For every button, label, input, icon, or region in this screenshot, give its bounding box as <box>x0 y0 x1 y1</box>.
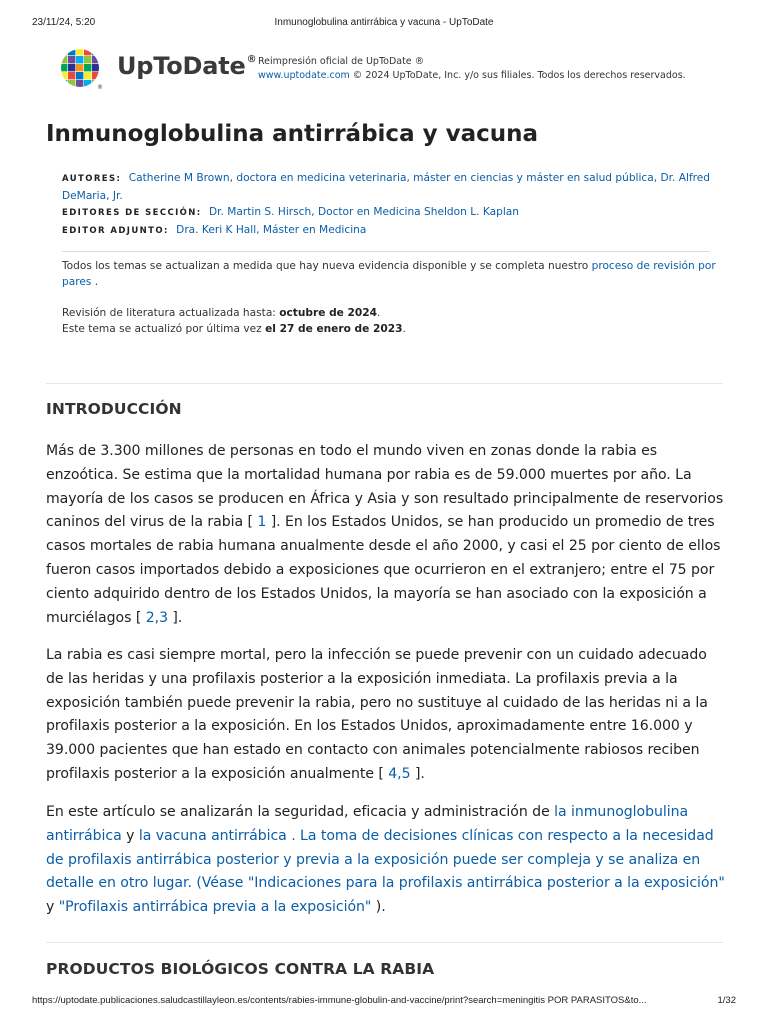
reprint-line: Reimpresión oficial de UpToDate ® <box>258 56 425 67</box>
svg-text:®: ® <box>97 84 103 91</box>
authors-row <box>62 170 712 204</box>
brand-header <box>60 48 720 92</box>
logo-tile <box>92 48 99 55</box>
brand-name: UpToDate® <box>117 52 257 80</box>
deputy-editor-label: EDITOR ADJUNTO: <box>62 225 169 236</box>
section-editors-link[interactable]: Dr. Martin S. Hirsch, Doctor en Medicina Sheldon L. Kaplan <box>208 206 519 218</box>
logo-tile <box>60 48 67 55</box>
section-editors-row <box>62 204 712 222</box>
rabies-immune-globulin-link[interactable]: la inmunoglobulina antirrábica <box>46 804 689 844</box>
update-note: Todos los temas se actualizan a medida que hay nueva evidencia disponible y se completa nuestro proceso de revisión por pares . <box>62 260 716 288</box>
print-footer <box>32 995 736 1008</box>
intro-paragraph-2: La rabia es casi siempre mortal, pero la infección se puede prevenir con un cuidado adecuado de las heridas y una profilaxis posterior a la exposición inmediata. La profilaxis previa a la exposición también puede prevenir la rabia, pero no sustituye al cuidado de las heridas ni a la profilaxis posterior a la exposición. En los Estados Unidos, aproximadamente entre 16.000 y 39.000 pacientes que han estado en contacto con animales potencialmente rabiosos reciben profilaxis posterior a la exposición anualmente [ 4,5 ]. <box>46 647 708 782</box>
logo-tile <box>60 64 67 71</box>
pre-exposure-prophylaxis-link[interactable]: "Profilaxis antirrábica previa a la exposición" <box>58 899 372 916</box>
logo-tile <box>84 56 91 63</box>
logo-tile <box>60 56 67 63</box>
section-editors-label: EDITORES DE SECCIÓN: <box>62 208 202 218</box>
uptodate-logo-icon <box>60 48 102 90</box>
logo-tile <box>68 56 75 63</box>
logo-tile <box>92 72 99 79</box>
authors-link[interactable]: Catherine M Brown, doctora en medicina veterinaria, máster en ciencias y máster en salud pública, Dr. Alfred DeMaria, Jr. <box>62 172 711 202</box>
print-header <box>32 17 736 31</box>
print-url: https://uptodate.publicaciones.saludcastillayleon.es/contents/rabies-immune-globulin-and-vaccine/print?search=meningitis POR PARASITOS&to... <box>32 995 647 1006</box>
reprint-notice <box>258 55 686 83</box>
logo-tile <box>60 80 67 87</box>
reference-link[interactable]: 1 <box>257 514 267 531</box>
logo-tile <box>68 72 75 79</box>
page-number: 1/32 <box>717 995 736 1006</box>
last-update-line: Este tema se actualizó por última vez el 27 de enero de 2023. <box>62 323 406 335</box>
peer-review-link[interactable]: proceso de revisión por pares <box>62 260 716 288</box>
copyright-line: www.uptodate.com © 2024 UpToDate, Inc. y/o sus filiales. Todos los derechos reservados. <box>258 70 686 81</box>
logo-tile <box>68 80 75 87</box>
intro-heading: INTRODUCCIÓN <box>46 400 182 418</box>
logo-tile <box>92 56 99 63</box>
divider <box>46 383 723 384</box>
divider <box>46 942 723 943</box>
uptodate-site-link[interactable]: www.uptodate.com <box>258 70 350 81</box>
deputy-editor-row <box>62 222 712 240</box>
logo-tile <box>76 48 83 55</box>
logo-tile <box>68 48 75 55</box>
article-contributors <box>62 170 712 239</box>
authors-label: AUTORES: <box>62 174 122 184</box>
logo-tile <box>84 64 91 71</box>
intro-paragraph-1: Más de 3.300 millones de personas en todo el mundo viven en zonas donde la rabia es enzoótica. Se estima que la mortalidad humana por rabia es de 59.000 muertes por año. La mayoría de los casos se producen en África y Asia y son resultado principalmente de reservorios caninos del virus de la rabia [ 1 ]. En los Estados Unidos, se han producido un promedio de tres casos mortales de rabia humana anualmente desde el año 2000, y casi el 25 por ciento de ellos fueron casos importados debido a exposiciones que ocurrieron en el extranjero; entre el 75 por ciento adquirido dentro de los Estados Unidos, la mayoría se han asociado con la exposición a murciélagos [ 2,3 ]. <box>46 443 724 626</box>
logo-tile <box>76 64 83 71</box>
logo-tile <box>84 48 91 55</box>
review-dates <box>62 305 717 337</box>
print-title: Inmunoglobulina antirrábica y vacuna - UpToDate <box>274 17 494 28</box>
logo-tile <box>76 80 83 87</box>
products-heading: PRODUCTOS BIOLÓGICOS CONTRA LA RABIA <box>46 960 435 978</box>
reference-link[interactable]: 4,5 <box>388 765 411 782</box>
deputy-editor-link[interactable]: Dra. Keri K Hall, Máster en Medicina <box>176 223 367 236</box>
logo-tile <box>76 56 83 63</box>
article-title: Inmunoglobulina antirrábica y vacuna <box>46 121 539 147</box>
logo-tile <box>60 72 67 79</box>
logo-tile <box>68 64 75 71</box>
reference-link[interactable]: 2,3 <box>145 609 168 626</box>
logo-tile <box>92 64 99 71</box>
logo-tile <box>76 72 83 79</box>
intro-paragraph-3: En este artículo se analizarán la seguridad, eficacia y administración de la inmunoglobulina antirrábica y la vacuna antirrábica . La toma de decisiones clínicas con respecto a la necesidad de profilaxis antirrábica posterior y previa a la exposición puede ser compleja y se analiza en detalle en otro lugar. (Véase "Indicaciones para la profilaxis antirrábica posterior a la exposición" y "Profilaxis antirrábica previa a la exposición" ). <box>46 804 725 916</box>
print-date: 23/11/24, 5:20 <box>32 17 96 28</box>
logo-tile <box>84 72 91 79</box>
rabies-vaccine-link[interactable]: la vacuna antirrábica . La toma de decisiones clínicas con respecto a la necesidad de profilaxis antirrábica posterior y previa a la exposición puede ser compleja y se analiza en detalle en otro lugar. (Véase "Indicaciones para la profilaxis antirrábica posterior a la exposición" <box>46 827 725 892</box>
lit-review-line: Revisión de literatura actualizada hasta: octubre de 2024. <box>62 307 381 319</box>
logo-tile <box>84 80 91 87</box>
divider <box>62 251 710 252</box>
